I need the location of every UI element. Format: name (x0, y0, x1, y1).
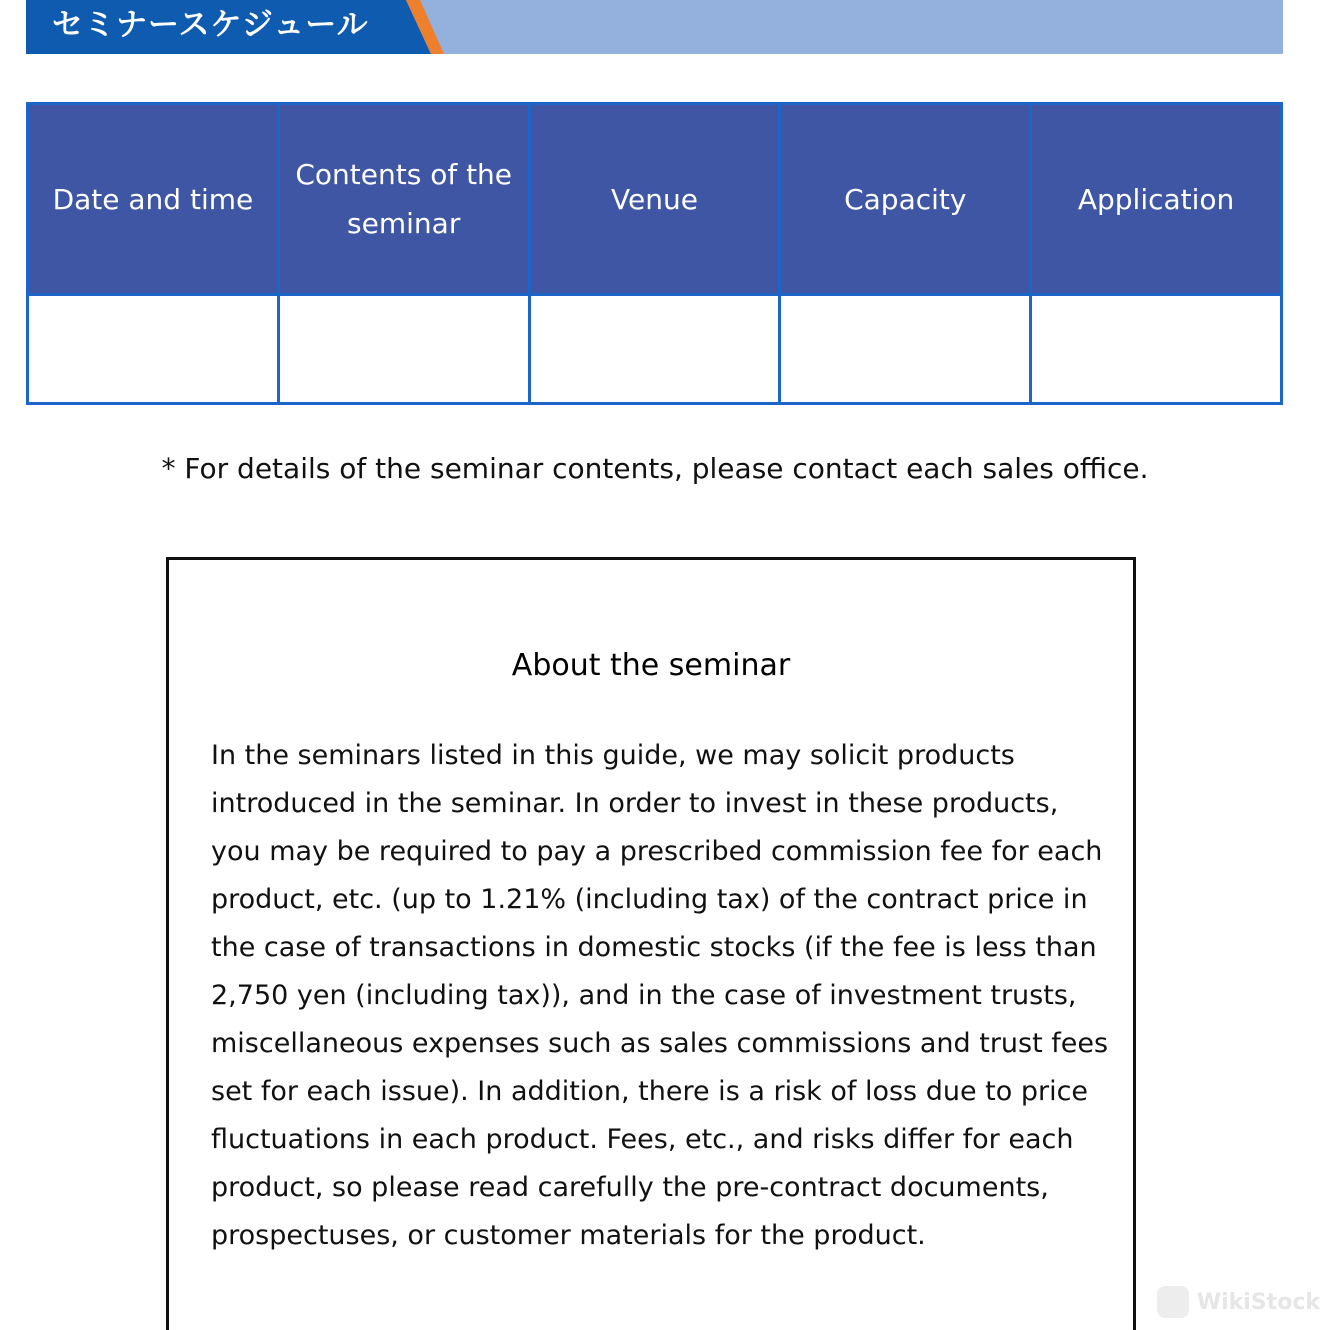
column-header-date-time: Date and time (28, 104, 279, 295)
table-cell-contents (278, 295, 529, 404)
seminar-schedule-table (26, 102, 1283, 405)
about-seminar-title: About the seminar (511, 648, 791, 683)
watermark (1157, 1286, 1320, 1318)
watermark-text: WikiStock (1196, 1289, 1320, 1315)
table-cell-venue (529, 295, 780, 404)
about-seminar-body: In the seminars listed in this guide, we may solicit products introduced in the seminar. In order to invest in these products, you may be required to pay a prescribed commission fee for each product, etc. (up to 1.21% (including tax) of the contract price in the case of transactions in domestic stocks (if the fee is less than 2,750 yen (including tax)), and in the case of investment trusts, miscellaneous expenses such as sales commissions and trust fees set for each issue). In addition, there is a risk of loss due to price fluctuations in each product. Fees, etc., and risks differ for each product, so please read carefully the pre-contract documents, prospectuses, or customer materials for the product. (211, 740, 1109, 1251)
column-header-application: Application (1031, 104, 1282, 295)
column-header-contents: Contents of the seminar (278, 104, 529, 295)
table-cell-application (1031, 295, 1282, 404)
wikistock-logo-icon (1157, 1286, 1189, 1318)
about-seminar-box (166, 557, 1136, 1330)
section-banner (26, 0, 1283, 54)
table-header-row (28, 104, 1282, 295)
table-cell-capacity (780, 295, 1031, 404)
contact-note: * For details of the seminar contents, please contact each sales office. (161, 452, 1149, 485)
column-header-capacity: Capacity (780, 104, 1031, 295)
banner-title: セミナースケジュール (52, 7, 369, 43)
column-header-venue: Venue (529, 104, 780, 295)
table-row (28, 295, 1282, 404)
table-cell-date-time (28, 295, 279, 404)
